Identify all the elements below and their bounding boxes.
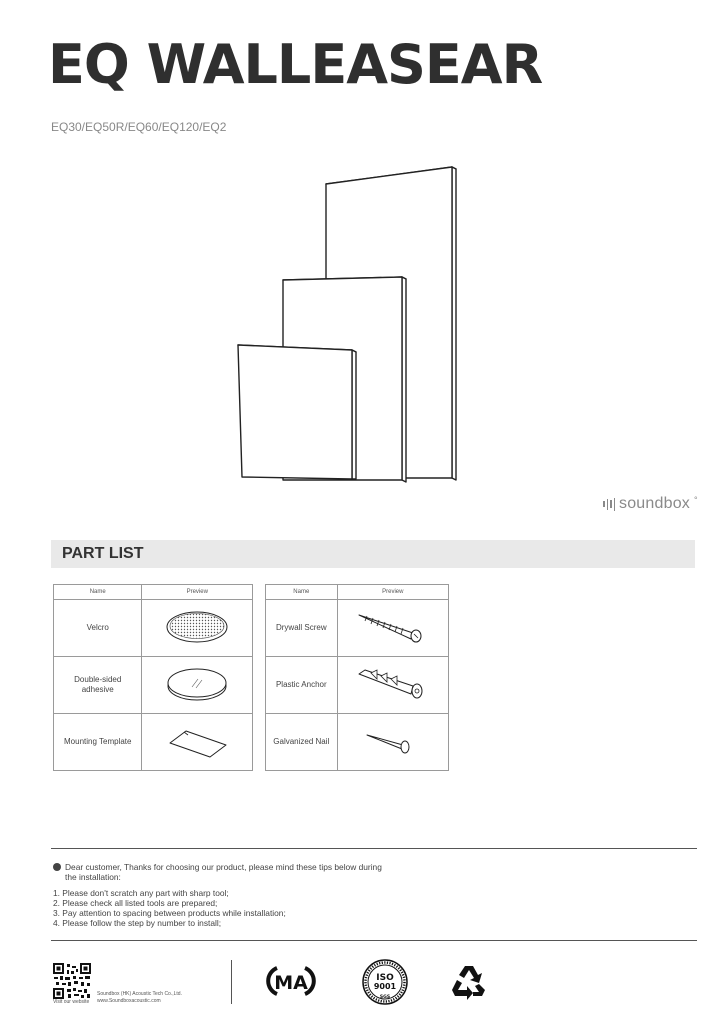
table-row <box>54 657 253 714</box>
brand-name: soundbox <box>619 495 690 512</box>
cma-mark-icon <box>263 964 319 998</box>
list-item: 3. Pay attention to spacing between products while installation; <box>53 908 286 918</box>
soundwave-icon <box>603 498 615 511</box>
iso-label: ISO <box>376 973 394 983</box>
part-name: Mounting Template <box>54 714 142 771</box>
list-item: 1. Please don't scratch any part with sharp tool; <box>53 887 229 898</box>
tips-intro: Dear customer, Thanks for choosing our product, please mind these tips below during the installation: <box>65 862 382 883</box>
panels-illustration <box>230 160 470 490</box>
iso-seal-icon <box>362 959 408 1005</box>
parts-table-right <box>265 584 449 771</box>
table-row <box>266 714 449 771</box>
parts-table-left <box>53 584 253 771</box>
column-header-name: Name <box>54 585 142 600</box>
iso-number: 9001 <box>373 982 397 991</box>
part-list-heading: PART LIST <box>62 545 144 562</box>
company-name: Soundbox (HK) Acoustic Tech Co.,Ltd. <box>97 991 182 997</box>
list-item: 2. Please check all listed tools are prepared; <box>53 897 218 908</box>
list-item: 4. Please follow the step by number to install; <box>53 918 222 929</box>
installation-tips <box>53 862 383 929</box>
column-header-preview: Preview <box>142 585 253 600</box>
column-header-name: Name <box>266 585 338 600</box>
velcro-icon <box>162 607 232 647</box>
page-title: EQ WALLEASEAR <box>48 33 543 96</box>
cma-label: MA <box>274 972 308 994</box>
divider-top <box>51 848 697 849</box>
part-name: Double-sided adhesive <box>54 657 142 714</box>
part-name: Galvanized Nail <box>266 714 338 771</box>
visit-website-label: Visit our website <box>53 999 90 1005</box>
brand-mark: ° <box>694 495 698 505</box>
screw-icon <box>353 607 433 647</box>
table-row <box>266 600 449 657</box>
table-row <box>54 600 253 657</box>
model-list: EQ30/EQ50R/EQ60/EQ120/EQ2 <box>51 120 227 134</box>
part-list-header <box>51 540 695 568</box>
table-row <box>266 657 449 714</box>
part-name: Velcro <box>54 600 142 657</box>
sgs-label: SGS <box>379 995 391 1000</box>
part-name: Plastic Anchor <box>266 657 338 714</box>
anchor-icon <box>353 664 433 704</box>
nail-icon <box>353 721 433 761</box>
divider-bottom <box>51 940 697 941</box>
company-website: www.Soundboxacoustic.com <box>97 998 161 1004</box>
soundbox-logo <box>603 495 698 513</box>
table-row <box>54 714 253 771</box>
column-header-preview: Preview <box>337 585 448 600</box>
footer-divider <box>231 960 232 1004</box>
part-name: Drywall Screw <box>266 600 338 657</box>
company-info <box>97 991 182 1005</box>
qr-code-icon <box>53 963 91 999</box>
recycle-icon <box>449 962 489 1002</box>
bullet-icon <box>53 863 61 871</box>
template-icon <box>162 721 232 761</box>
tips-list <box>53 888 383 929</box>
adhesive-icon <box>162 664 232 704</box>
